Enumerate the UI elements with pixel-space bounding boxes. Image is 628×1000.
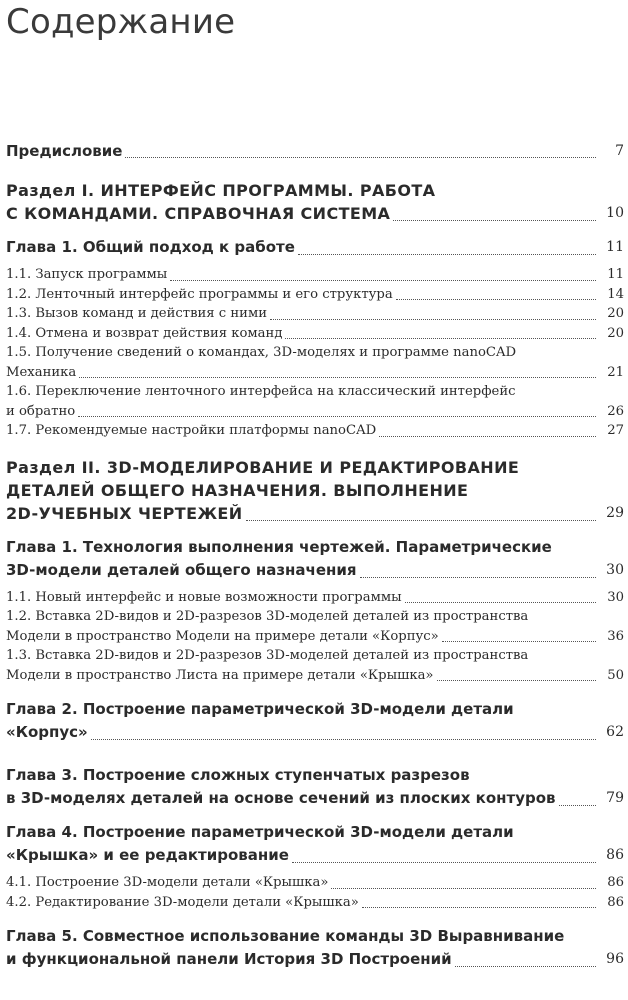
toc-page-number: 50 <box>607 667 624 683</box>
toc-entry-title-line: 1.1. Новый интерфейс и новые возможности программы <box>6 589 402 605</box>
dot-leader <box>405 601 596 603</box>
toc-entry-title-line: Механика <box>6 364 77 380</box>
dot-leader <box>393 219 596 221</box>
dot-leader <box>292 861 596 863</box>
toc-entry-title-line: ДЕТАЛЕЙ ОБЩЕГО НАЗНАЧЕНИЯ. ВЫПОЛНЕНИЕ <box>6 480 469 500</box>
toc-page-number: 14 <box>607 286 624 302</box>
dot-leader <box>362 906 596 908</box>
toc-entry-sub[interactable] <box>6 324 624 344</box>
toc-entry-chapter[interactable] <box>6 698 624 744</box>
toc-page-number: 30 <box>606 561 624 578</box>
toc-entry-title-line: Модели в пространство Листа на примере детали «Крышка» <box>6 667 434 683</box>
toc-page-number: 26 <box>607 403 624 419</box>
toc-page-number: 29 <box>606 504 624 521</box>
toc-page-number: 79 <box>606 790 624 806</box>
toc-entry-title-line: и функциональной панели История 3D Построений <box>6 950 452 968</box>
toc-entry-title-line: 1.5. Получение сведений о командах, 3D-моделях и программе nanoCAD <box>6 345 517 360</box>
toc-entry-title-line: Глава 5. Совместное использование команды 3D Выравнивание <box>6 927 565 945</box>
toc-entry-title-line: 1.3. Вставка 2D-видов и 2D-разрезов 3D-моделей деталей из пространства <box>6 648 529 663</box>
toc-entry-title-line: 4.2. Редактирование 3D-модели детали «Крышка» <box>6 894 359 910</box>
dot-leader <box>298 253 596 255</box>
toc-page-number: 11 <box>606 239 624 255</box>
toc-entry-chapter[interactable] <box>6 536 624 582</box>
dot-leader <box>437 679 596 681</box>
dot-leader <box>270 318 596 320</box>
dot-leader <box>125 156 596 158</box>
toc-entry-title-line: Глава 1. Общий подход к работе <box>6 238 295 256</box>
dot-leader <box>78 415 596 417</box>
toc-entry-title-line: Глава 1. Технология выполнения чертежей. Параметрические <box>6 537 552 556</box>
dot-leader <box>379 435 596 437</box>
dot-leader <box>246 519 596 521</box>
toc-entry-title-line: в 3D-моделях деталей на основе сечений из плоских контуров <box>6 789 556 807</box>
toc-entry-title-line: 1.2. Ленточный интерфейс программы и его структура <box>6 286 393 302</box>
toc-page-number: 20 <box>607 325 624 341</box>
toc-entry-sub[interactable] <box>6 343 624 382</box>
table-of-contents <box>6 140 624 971</box>
toc-entry-chapter[interactable] <box>6 764 624 810</box>
toc-entry-title-line: 1.6. Переключение ленточного интерфейса на классический интерфейс <box>6 384 516 399</box>
page-title: Содержание <box>6 2 236 42</box>
dot-leader <box>360 576 596 578</box>
dot-leader <box>79 376 596 378</box>
toc-entry-title-line: 1.7. Рекомендуемые настройки платформы nanoCAD <box>6 423 377 438</box>
toc-entry-title-line: и обратно <box>6 403 76 419</box>
toc-entry-sub[interactable] <box>6 607 624 646</box>
toc-entry-sub[interactable] <box>6 588 624 608</box>
dot-leader <box>559 804 596 806</box>
toc-page-number: 21 <box>607 364 624 380</box>
toc-entry-sub[interactable] <box>6 265 624 285</box>
toc-entry-title-line: Раздел II. 3D-МОДЕЛИРОВАНИЕ И РЕДАКТИРОВАНИЕ <box>6 457 520 477</box>
toc-entry-sub[interactable] <box>6 893 624 913</box>
toc-page-number: 86 <box>607 894 624 910</box>
toc-entry-title-line: Глава 3. Построение сложных ступенчатых разрезов <box>6 766 470 784</box>
toc-entry-title-line: 1.4. Отмена и возврат действия команд <box>6 325 283 341</box>
toc-entry-chapter[interactable] <box>6 821 624 867</box>
toc-entry-title-line: «Крышка» и ее редактирование <box>6 846 289 864</box>
toc-entry-title-line: Предисловие <box>6 142 123 160</box>
toc-page-number: 86 <box>606 847 624 863</box>
toc-entry-sub[interactable] <box>6 285 624 305</box>
toc-entry-title-line: Глава 2. Построение параметрической 3D-модели детали <box>6 700 514 718</box>
toc-entry-sub[interactable] <box>6 421 624 441</box>
toc-page-number: 96 <box>606 951 624 967</box>
toc-page-number: 20 <box>607 306 624 321</box>
toc-entry-title-line: 4.1. Построение 3D-модели детали «Крышка» <box>6 875 329 890</box>
toc-entry-title-line: 1.2. Вставка 2D-видов и 2D-разрезов 3D-моделей деталей из пространства <box>6 609 529 624</box>
toc-entry-sub[interactable] <box>6 646 624 685</box>
toc-entry-sub[interactable] <box>6 382 624 421</box>
dot-leader <box>396 298 596 300</box>
toc-entry-section[interactable] <box>6 456 624 525</box>
toc-page-number: 86 <box>607 875 624 890</box>
toc-page-number: 10 <box>606 205 624 221</box>
toc-entry-title-line: Модели в пространство Модели на примере детали «Корпус» <box>6 628 439 644</box>
toc-page-number: 27 <box>607 423 624 438</box>
toc-entry-section[interactable] <box>6 179 624 225</box>
toc-entry-title-line: 1.1. Запуск программы <box>6 267 168 282</box>
dot-leader <box>331 887 596 889</box>
dot-leader <box>285 337 596 339</box>
toc-page-number: 11 <box>607 267 624 282</box>
toc-entry-title-line: Раздел I. ИНТЕРФЕЙС ПРОГРАММЫ. РАБОТА <box>6 181 436 200</box>
dot-leader <box>91 738 596 740</box>
toc-entry-chapter[interactable] <box>6 236 624 259</box>
toc-entry-sub[interactable] <box>6 304 624 324</box>
toc-entry-title-line: Глава 4. Построение параметрической 3D-модели детали <box>6 823 514 841</box>
toc-page-number: 62 <box>606 724 624 740</box>
dot-leader <box>170 279 596 281</box>
toc-entry-title-line: «Корпус» <box>6 723 88 741</box>
toc-entry-pre[interactable] <box>6 140 624 162</box>
toc-page-number: 36 <box>607 628 624 644</box>
toc-page-number: 30 <box>607 589 624 605</box>
toc-entry-title-line: 1.3. Вызов команд и действия с ними <box>6 306 268 321</box>
toc-entry-chapter[interactable] <box>6 925 624 971</box>
toc-entry-title-line: 3D-модели деталей общего назначения <box>6 560 357 579</box>
toc-entry-sub[interactable] <box>6 873 624 893</box>
dot-leader <box>442 640 596 642</box>
dot-leader <box>455 965 596 967</box>
toc-entry-title-line: 2D-УЧЕБНЫХ ЧЕРТЕЖЕЙ <box>6 503 243 523</box>
toc-page-number: 7 <box>615 143 624 159</box>
toc-entry-title-line: С КОМАНДАМИ. СПРАВОЧНАЯ СИСТЕМА <box>6 204 391 223</box>
